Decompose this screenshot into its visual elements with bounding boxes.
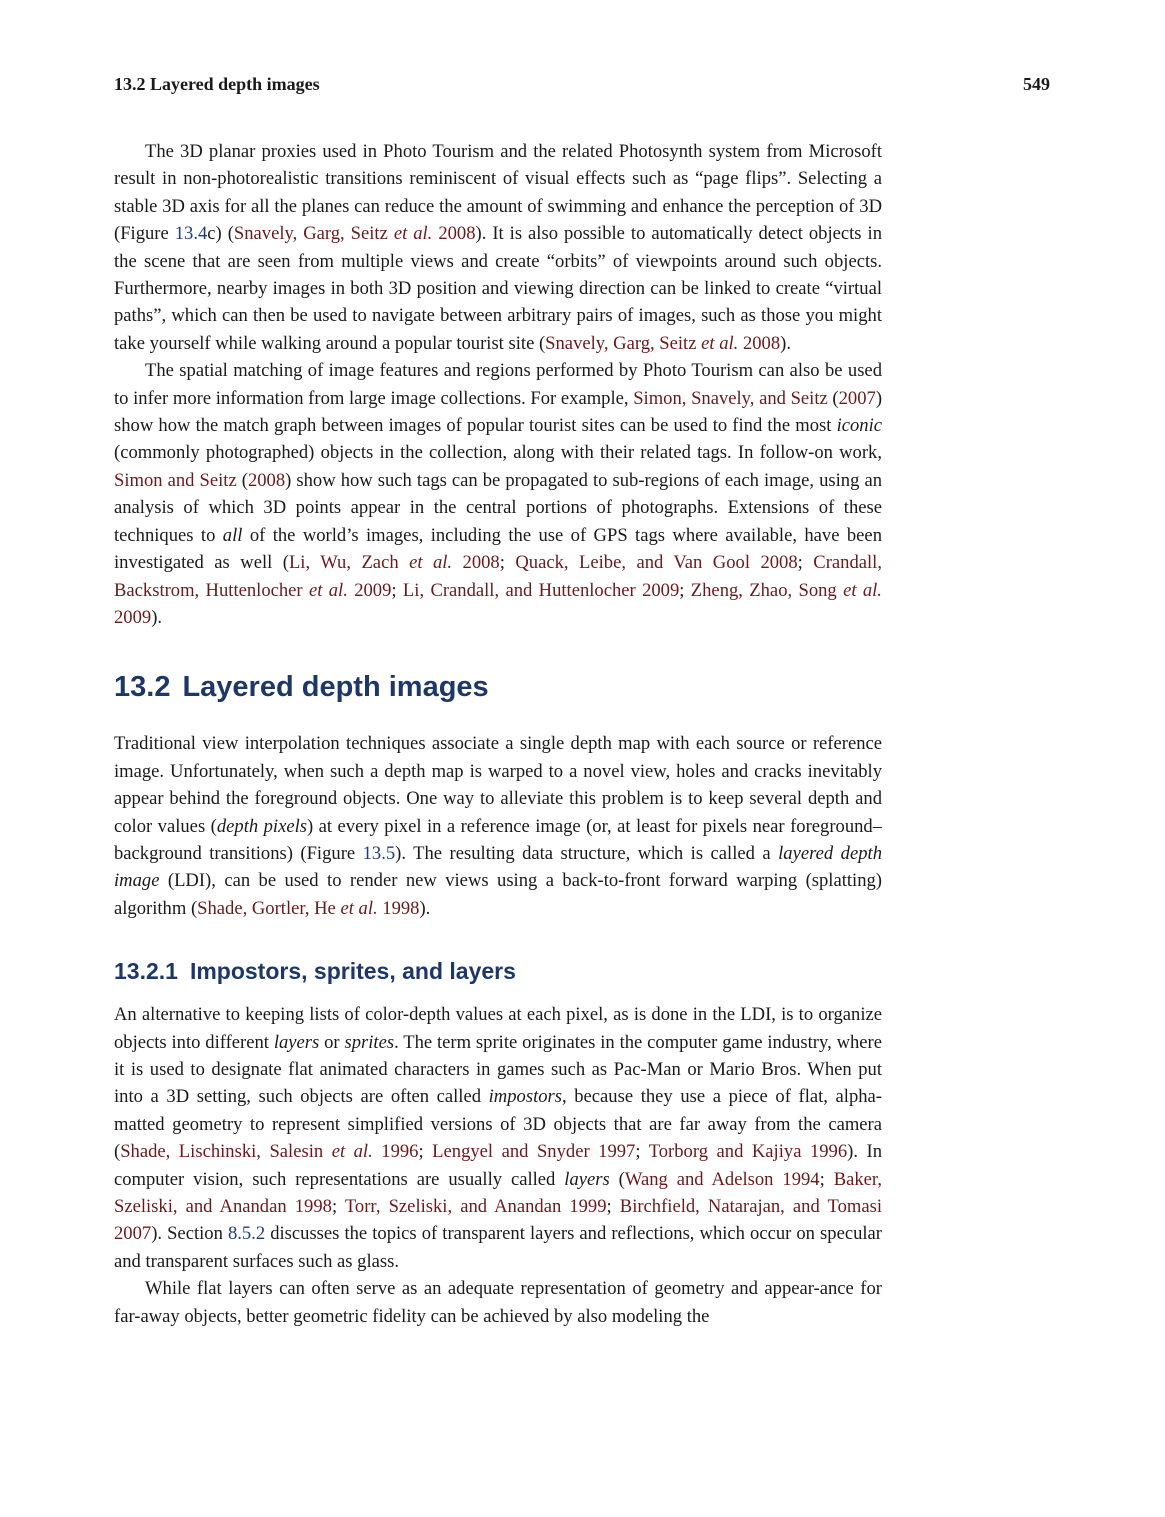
- text-run: . The term sprite originates in the computer game industry, where it is used to designate flat animated characters in games such as Pac-Man or Mario Bros. When put into a 3D setting, such objects are often called: [114, 1031, 882, 1108]
- text-run: ). Section: [151, 1223, 228, 1245]
- text-run: , because they use a piece of flat, alpha-matted geometry to represent simplified versions of 3D objects that are far away from the camera (: [114, 1086, 882, 1163]
- separator: ;: [331, 1196, 345, 1217]
- citation-link[interactable]: Zheng, Zhao, Song et al. 2009: [114, 579, 882, 628]
- text-run: ).: [151, 606, 163, 628]
- subsection-number: 13.2.1: [114, 958, 178, 985]
- text-run: (commonly photographed) objects in the collection, along with their related tags. In follow-on work,: [114, 442, 882, 464]
- separator: ;: [391, 579, 403, 601]
- paragraph-spatial-matching: [114, 357, 882, 631]
- text-run: ). The resulting data structure, which is called a: [395, 842, 779, 864]
- running-title: 13.2 Layered depth images: [114, 74, 320, 94]
- emphasis: layers: [273, 1031, 320, 1053]
- citation-link[interactable]: Li, Wu, Zach et al. 2008: [288, 552, 500, 574]
- text-run: (: [827, 387, 839, 409]
- text-run: (: [609, 1168, 625, 1190]
- text-run: The spatial matching of image features and regions performed by Photo Tourism can also be used to infer more information from large image collections. For example,: [114, 360, 882, 409]
- emphasis: all: [222, 524, 243, 546]
- text-run: The 3D planar proxies used in Photo Tourism and the related Photosynth system from Microsoft result in non-photorealistic transitions reminiscent of visual effects such as “page flips”. Selecting a stable 3D axis for all the planes can reduce the amount of swimming and enhance the perception of 3D (Figure: [114, 141, 882, 245]
- emphasis: impostors: [488, 1086, 562, 1108]
- text-run: discusses the topics of transparent layers and reflections, which occur on specular and transparent surfaces such as glass.: [114, 1223, 882, 1272]
- section-number: 13.2: [114, 671, 171, 704]
- citation-link[interactable]: Birchfield, Natarajan, and Tomasi 2007: [114, 1196, 882, 1245]
- text-run: ).: [780, 332, 791, 354]
- subsection-title: Impostors, sprites, and layers: [189, 958, 516, 985]
- text-run: ) show how such tags can be propagated to sub-regions of each image, using an analysis of which 3D points appear in the central portions of photographs. Extensions of these techniques to: [114, 469, 882, 546]
- section-title: Layered depth images: [182, 671, 489, 704]
- emphasis: depth pixels: [216, 815, 307, 837]
- separator: ;: [418, 1141, 433, 1163]
- section-link-8-5-2[interactable]: 8.5.2: [227, 1223, 266, 1245]
- text-run: An alternative to keeping lists of color-depth values at each pixel, as is done in the LDI, is to organize objects into different: [114, 1004, 882, 1053]
- citation-link[interactable]: Wang and Adelson 1994: [624, 1168, 820, 1190]
- subsection-heading: [114, 955, 882, 987]
- separator: ;: [606, 1196, 620, 1217]
- page-body: [114, 138, 882, 1330]
- separator: ;: [797, 552, 814, 574]
- citation-link[interactable]: Baker, Szeliski, and Anandan 1998: [114, 1168, 883, 1217]
- emphasis: layered depth image: [114, 842, 882, 892]
- paragraph-flat-layers: [114, 1275, 882, 1330]
- citation-link[interactable]: Crandall, Backstrom, Huttenlocher et al. 2009: [114, 552, 882, 601]
- figure-link-13-4[interactable]: 13.4: [174, 223, 208, 245]
- text-run: ) at every pixel in a reference image (or, at least for pixels near foreground–background transitions) (Figure: [114, 815, 883, 864]
- paragraph-ldi-intro: [114, 730, 882, 922]
- text-run: or: [319, 1031, 345, 1053]
- citation-link[interactable]: Simon and Seitz: [114, 469, 237, 491]
- text-run: ) show how the match graph between images of popular tourist sites can be used to find the most: [114, 387, 883, 437]
- citation-link[interactable]: Snavely, Garg, Seitz et al. 2008: [233, 223, 476, 245]
- separator: ;: [635, 1141, 649, 1163]
- separator: ;: [819, 1168, 834, 1190]
- citation-link[interactable]: Shade, Lischinski, Salesin et al. 1996: [120, 1141, 419, 1163]
- figure-link-13-5[interactable]: 13.5: [362, 842, 396, 864]
- separator: ;: [679, 579, 691, 601]
- separator: ;: [499, 552, 516, 574]
- text-run: While flat layers can often serve as an adequate representation of geometry and appear-ance for far-away objects, better geometric fidelity can be achieved by also modeling the: [114, 1278, 882, 1327]
- page-number: 549: [1023, 74, 1050, 94]
- text-run: (LDI), can be used to render new views using a back-to-front forward warping (splatting) algorithm (: [114, 870, 882, 919]
- paragraph-photo-tourism-proxies: [114, 138, 882, 357]
- citation-link[interactable]: Quack, Leibe, and Van Gool 2008: [515, 552, 798, 574]
- paragraph-impostors-sprites: [114, 1001, 882, 1275]
- citation-link[interactable]: Shade, Gortler, He et al. 1998: [197, 897, 420, 919]
- section-heading: [114, 668, 882, 706]
- text-run: Traditional view interpolation techniques associate a single depth map with each source or reference image. Unfortunately, when such a depth map is warped to a novel view, holes and cracks inevitably appear behind the foreground objects. One way to alleviate this problem is to keep several depth and color values (: [114, 733, 882, 837]
- citation-link[interactable]: Snavely, Garg, Seitz et al. 2008: [545, 332, 781, 354]
- emphasis: layers: [564, 1168, 610, 1190]
- text-run: ). In computer vision, such representations are usually called: [114, 1141, 883, 1190]
- text-run: c) (: [207, 223, 234, 245]
- text-run: ). It is also possible to automatically detect objects in the scene that are seen from multiple views and create “orbits” of viewpoints around such objects. Furthermore, nearby images in both 3D position and viewing direction can be linked to create “virtual paths”, which can then be used to navigate between arbitrary pairs of images, such as those you might take yourself while walking around a popular tourist site (: [114, 223, 882, 354]
- citation-link[interactable]: Li, Crandall, and Huttenlocher 2009: [402, 579, 680, 601]
- citation-year-link[interactable]: 2007: [838, 387, 876, 409]
- running-head: [114, 74, 1050, 95]
- emphasis: sprites: [344, 1031, 395, 1053]
- citation-link[interactable]: Lengyel and Snyder 1997: [432, 1141, 636, 1163]
- text-run: of the world’s images, including the use of GPS tags where available, have been investigated as well (: [114, 524, 882, 574]
- citation-link[interactable]: Torr, Szeliski, and Anandan 1999: [344, 1196, 607, 1217]
- text-run: (: [236, 469, 248, 491]
- citation-link[interactable]: Simon, Snavely, and Seitz: [633, 387, 828, 409]
- text-run: ).: [419, 897, 431, 919]
- citation-year-link[interactable]: 2008: [247, 469, 286, 491]
- citation-link[interactable]: Torborg and Kajiya 1996: [648, 1141, 848, 1163]
- emphasis: iconic: [836, 415, 882, 437]
